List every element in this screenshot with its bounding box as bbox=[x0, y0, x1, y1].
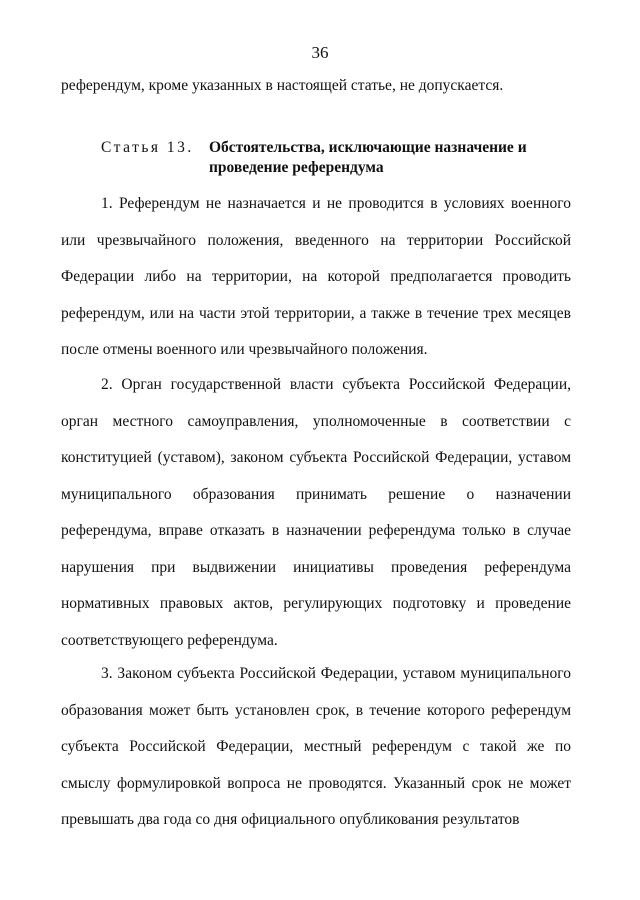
paragraph-2: 2. Орган государственной власти субъекта Российской Федерации, орган местного самоуправления, уполномоченные в соответствии с конституцией (уставом), законом субъекта Российской Федерации, уставом муниципального образования принимать решение о назначении референдума, вправе отказать в назначении референдума только в случае нарушения при выдвижении инициативы проведения референдума нормативных правовых актов, регулирующих подготовку и проведение соответствующего референдума. bbox=[61, 376, 571, 649]
article-title: Обстоятельства, исключающие назначение и проведение референдума bbox=[209, 139, 527, 176]
paragraph-3: 3. Законом субъекта Российской Федерации, уставом муниципального образования может быть установлен срок, в течение которого референдум субъекта Российской Федерации, местный референдум с такой же по смыслу формулировкой вопроса не проводятся. Указанный срок не может превышать два года со дня официального опубликования результатов bbox=[61, 665, 571, 828]
page-number: 36 bbox=[311, 43, 329, 62]
article-number: Статья 13. bbox=[101, 139, 194, 156]
paragraph-1: 1. Референдум не назначается и не проводится в условиях военного или чрезвычайного положения, введенного на территории Российской Федерации либо на территории, на которой предполагается проводить референдум, или на части этой территории, а также в течение трех месяцев после отмены военного или чрезвычайного положения. bbox=[61, 195, 571, 358]
continuation-paragraph: референдум, кроме указанных в настоящей статье, не допускается. bbox=[61, 77, 504, 94]
